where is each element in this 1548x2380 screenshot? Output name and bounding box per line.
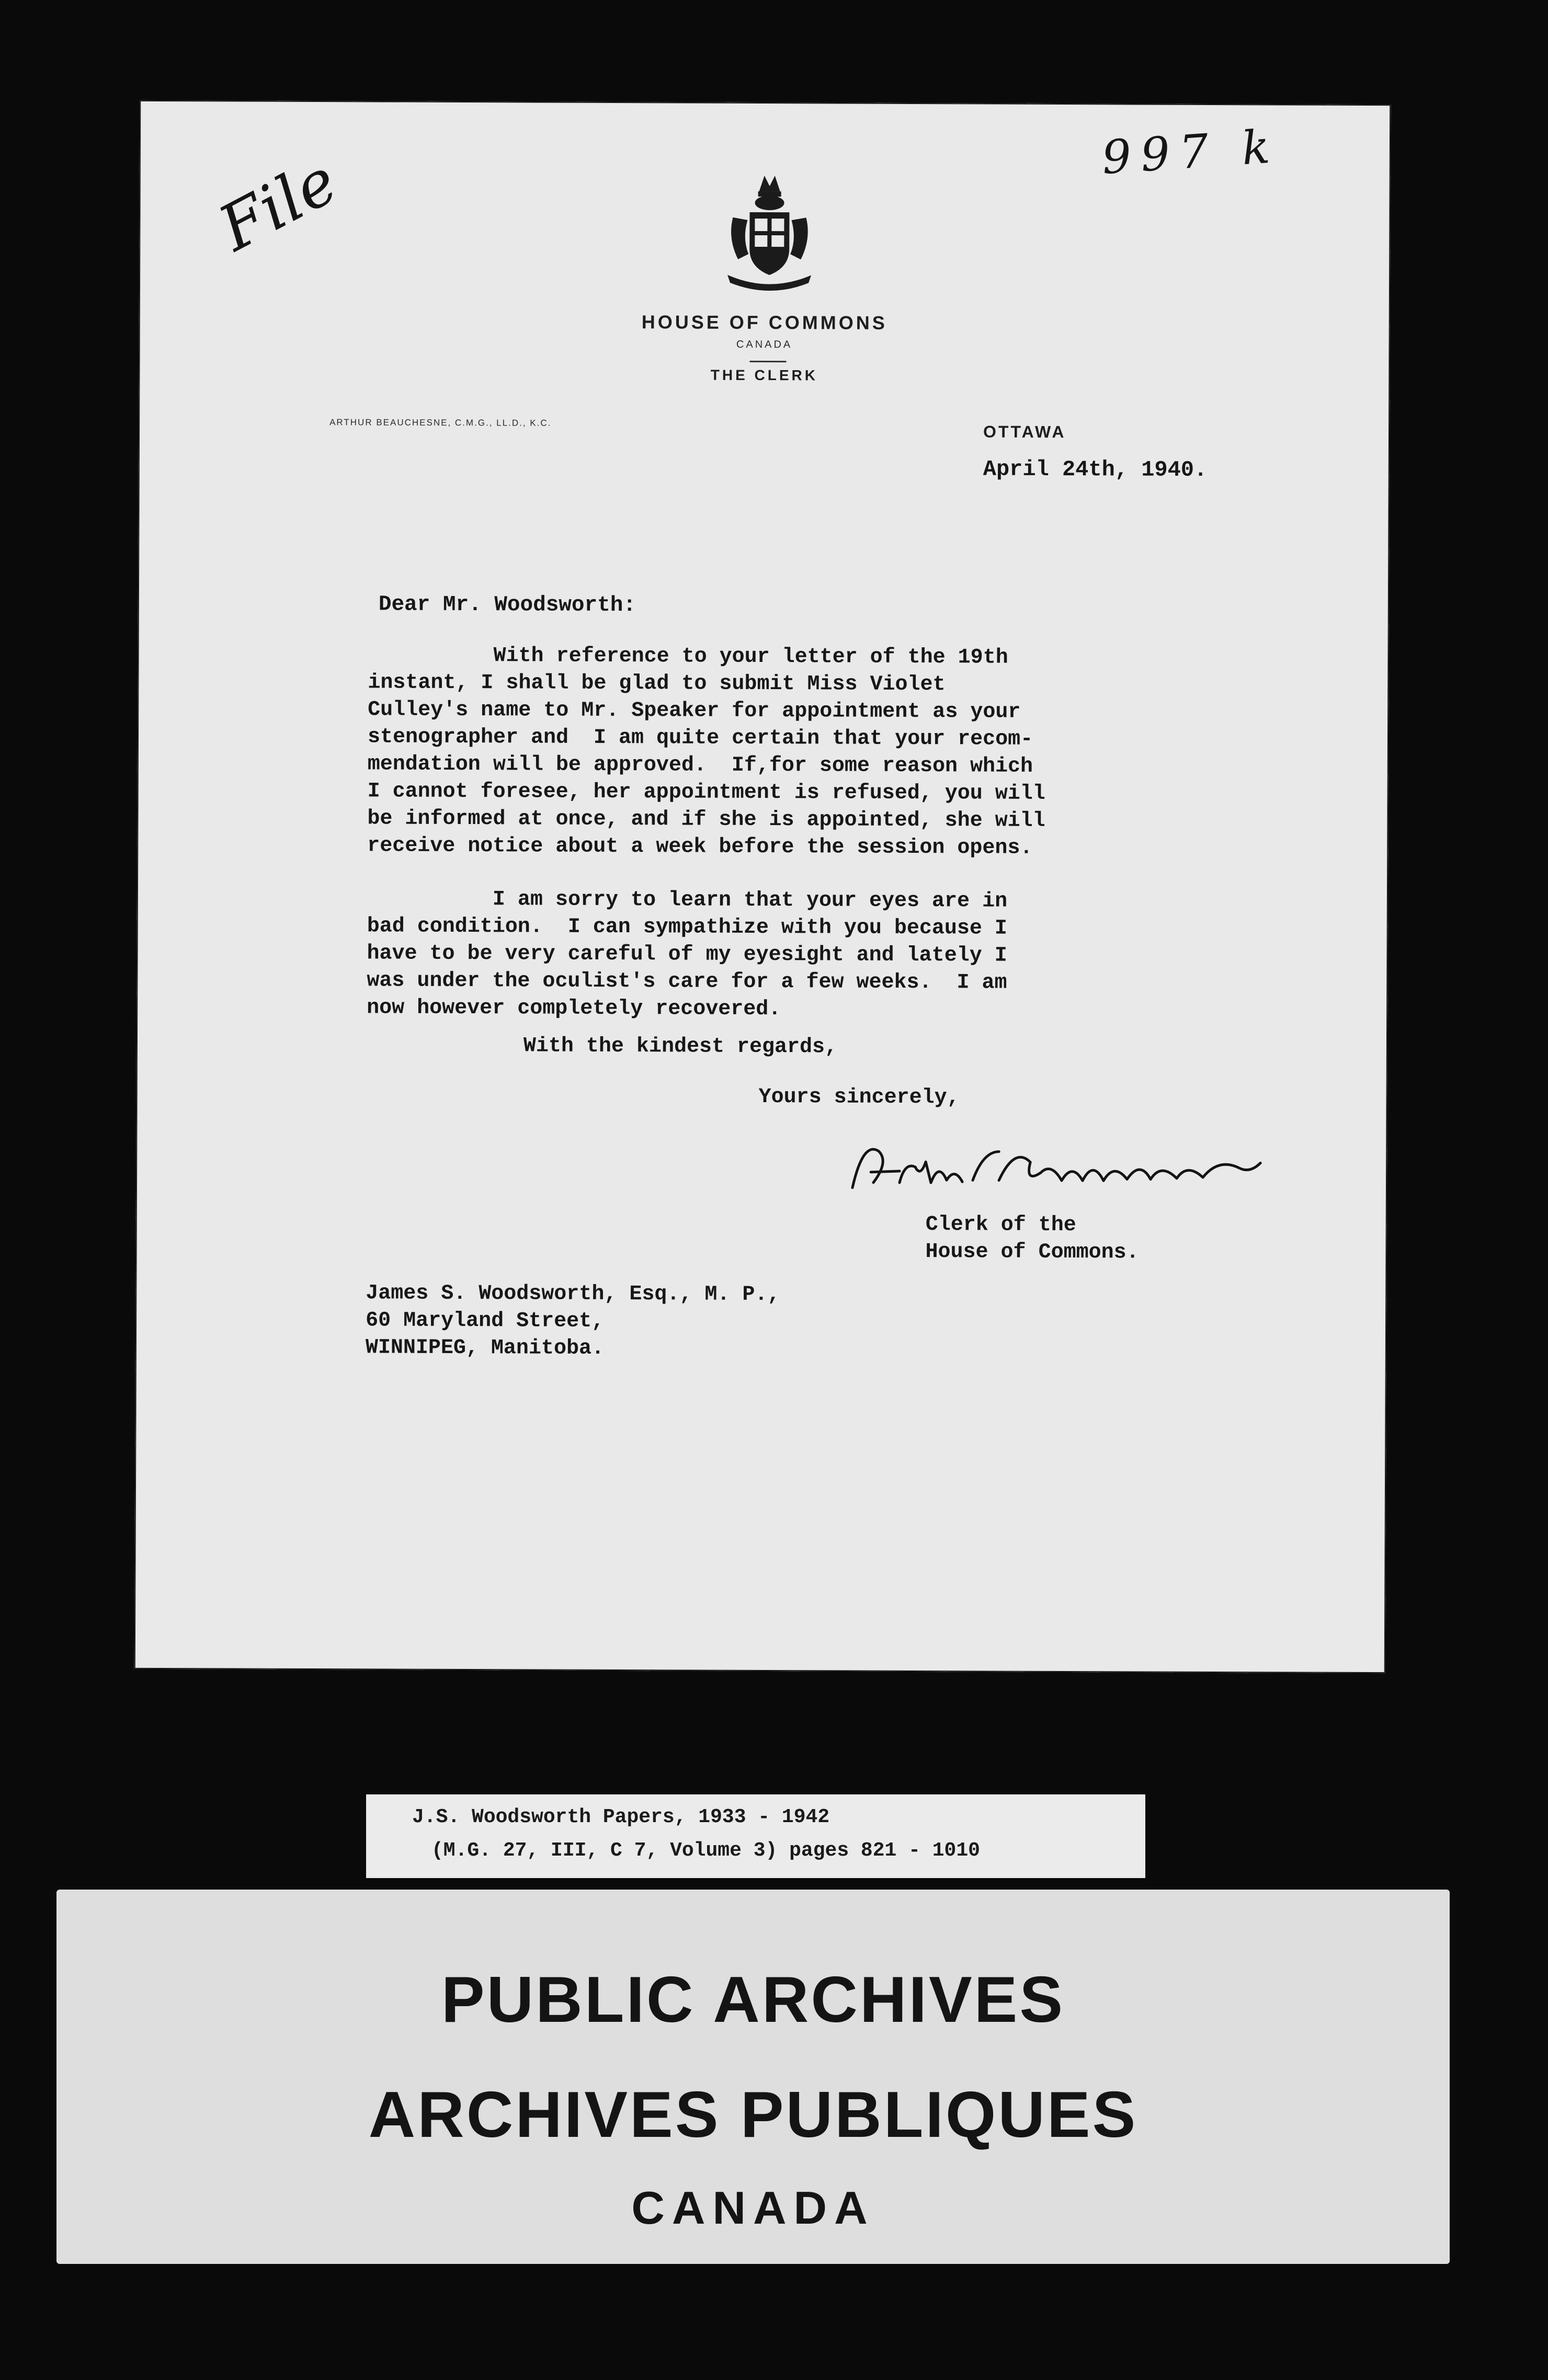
address-line: 60 Maryland Street, [366, 1309, 605, 1333]
archive-banner-french: ARCHIVES PUBLIQUES [368, 2079, 1138, 2151]
archive-banner-country: CANADA [631, 2182, 875, 2234]
body-line: With reference to your letter of the 19th [368, 644, 1008, 670]
address-line: WINNIPEG, Manitoba. [365, 1336, 605, 1360]
archive-label-line-1: J.S. Woodsworth Papers, 1933 - 1942 [412, 1806, 830, 1828]
letterhead-organization: HOUSE OF COMMONS [641, 311, 887, 334]
body-line: instant, I shall be glad to submit Miss Violet [368, 671, 946, 697]
signer-title-line: House of Commons. [925, 1240, 1139, 1265]
archive-label-line-2: (M.G. 27, III, C 7, Volume 3) pages 821 - 1010 [431, 1839, 980, 1862]
letterhead-divider [750, 361, 787, 362]
body-line: Culley's name to Mr. Speaker for appointment as your [368, 698, 1021, 724]
valediction: Yours sincerely, [758, 1085, 960, 1110]
letterhead-office: THE CLERK [710, 367, 818, 384]
closing-line: With the kindest regards, [523, 1034, 838, 1059]
archive-banner-english: PUBLIC ARCHIVES [441, 1964, 1065, 2036]
paragraph-2 [367, 886, 1256, 1025]
handwritten-folio-number: 997 k [1100, 119, 1281, 185]
body-line: have to be very careful of my eyesight and lately I [367, 942, 1007, 968]
body-line: I am sorry to learn that your eyes are in [367, 887, 1008, 913]
recipient-address [366, 1280, 780, 1363]
body-line: mendation will be approved. If,for some reason which [367, 752, 1033, 779]
handwritten-file-note: File [208, 144, 349, 266]
body-line: was under the oculist's care for a few weeks. I am [367, 969, 1007, 995]
body-line: I cannot foresee, her appointment is refused, you will [367, 780, 1045, 806]
letter-page [134, 100, 1391, 1673]
body-line: receive notice about a week before the session opens. [367, 834, 1033, 860]
handwritten-signature [842, 1130, 1271, 1210]
paragraph-1 [367, 642, 1257, 863]
body-line: bad condition. I can sympathize with you because I [367, 914, 1008, 941]
letterhead-city: OTTAWA [983, 422, 1066, 442]
body-line: stenographer and I am quite certain that your recom- [367, 725, 1033, 751]
signer-title [925, 1211, 1139, 1266]
body-line: now however completely recovered. [367, 996, 781, 1022]
letter-body [367, 642, 1257, 1051]
body-line: be informed at once, and if she is appointed, she will [367, 807, 1045, 833]
salutation: Dear Mr. Woodsworth: [378, 592, 636, 618]
address-line: James S. Woodsworth, Esq., M. P., [366, 1281, 780, 1307]
letterhead-official-name: ARTHUR BEAUCHESNE, C.M.G., LL.D., K.C. [329, 417, 552, 428]
signer-title-line: Clerk of the [925, 1213, 1076, 1238]
archive-banner [56, 1890, 1450, 2264]
coat-of-arms-icon [717, 170, 822, 296]
archive-reference-label [366, 1794, 1145, 1878]
letterhead-country: CANADA [736, 338, 793, 351]
letter-date: April 24th, 1940. [983, 456, 1208, 483]
